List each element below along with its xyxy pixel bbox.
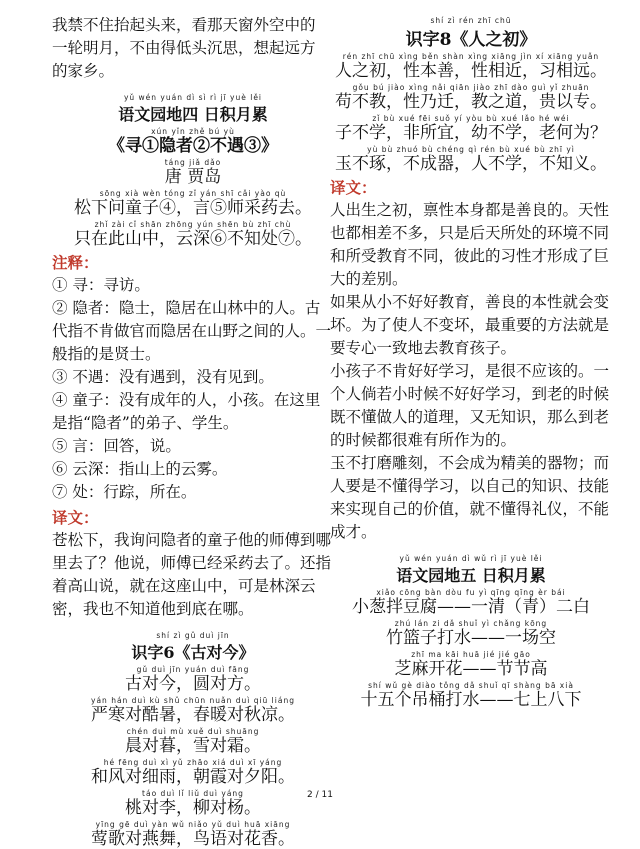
verse-line: 子不学，非所宜，幼不学，老何为？: [335, 123, 607, 143]
verse-pinyin: yù bù zhuó bù chéng qì rén bù xué bù zhī yì: [367, 145, 575, 154]
translation-paragraph: 玉不打磨雕刻，不会成为精美的器物；而人要是不懂得学习，以自己的知识、技能来实现自己的价值，就不懂得礼仪，不能成才。: [330, 454, 610, 541]
poem-line-pinyin: sōng xià wèn tóng zǐ yán shī cǎi yào qù: [99, 189, 287, 198]
verse-line: 玉不琢，不成器，人不学，不知义。: [335, 154, 607, 174]
poem-line: 松下问童子④，言⑤师采药去。: [74, 198, 312, 218]
intro-paragraph: 我禁不住抬起头来，看那天窗外空中的 一轮明月，不由得低头沉思，想起远方 的家乡。: [52, 16, 316, 80]
verse-pinyin: chén duì mù xuě duì shuāng: [126, 727, 260, 736]
verse-pinyin: hé fēng duì xì yǔ zhāo xiá duì xī yáng: [103, 758, 283, 767]
saying-pinyin: shí wǔ gè diào tǒng dǎ shuǐ qī shàng bā xià: [368, 681, 574, 690]
translation-paragraph: 小孩子不肯好好学习，是很不应该的。一个人倘若小时候不好好学习，到老的时候既不懂做人的道理，又无知识，那么到老的时候都很难有所作为的。: [330, 362, 610, 449]
note-item: ⑦ 处：行踪，所在。: [52, 483, 197, 501]
poem-title-pinyin: xún yǐn zhě bú yù: [151, 127, 235, 136]
note-item: ⑤ 言：回答，说。: [52, 437, 181, 455]
verse-pinyin: gǔ duì jīn yuán duì fāng: [136, 665, 250, 674]
verse-line: 晨对暮，雪对霜。: [125, 736, 261, 756]
verse-line: 莺歌对燕舞，鸟语对花香。: [91, 829, 295, 849]
section-title: 语文园地四 日积月累: [118, 105, 268, 124]
note-item: ② 隐者：隐士，隐居在山林中的人。古代指不肯做官而隐居在山野之间的人。一般指的是贤士。: [52, 299, 332, 363]
note-item: ④ 童子：没有成年的人，小孩。在这里是指“隐者”的弟子、学生。: [52, 391, 321, 432]
saying-pinyin: zhú lán zi dǎ shuǐ yì chǎng kōng: [394, 619, 548, 628]
page-number: 2 / 11: [307, 790, 333, 800]
verse-pinyin: rén zhī chū xìng běn shàn xìng xiāng jìn xí xiāng yuǎn: [342, 52, 600, 61]
left-column: [52, 14, 334, 849]
saying-pinyin: zhī ma kāi huā jié jié gāo: [411, 650, 531, 659]
notes-label: 注释：: [52, 254, 99, 272]
note-item: ⑥ 云深：指山上的云雾。: [52, 460, 228, 478]
section-title: 识字6《古对今》: [131, 643, 255, 662]
verse-line: 和风对细雨，朝霞对夕阳。: [91, 767, 295, 787]
verse-pinyin: gǒu bú jiào xìng nǎi qiān jiào zhī dào guì yǐ zhuān: [352, 83, 590, 92]
poem-title: 《寻①隐者②不遇③》: [108, 136, 278, 156]
section-pinyin: shí zì gǔ duì jīn: [156, 631, 230, 640]
saying-line: 小葱拌豆腐——一清（青）二白: [352, 597, 590, 617]
translation-paragraph: 苍松下，我询问隐者的童子他的师傅到哪里去了？他说，师傅已经采药去了。还指着高山说，就在这座山中，可是林深云密，我也不知道他到底在哪。: [52, 531, 332, 618]
saying-line: 芝麻开花——节节高: [394, 659, 548, 679]
saying-line: 十五个吊桶打水——七上八下: [360, 690, 582, 710]
verse-line: 桃对李，柳对杨。: [125, 798, 261, 818]
verse-line: 古对今，圆对方。: [125, 674, 261, 694]
translation-paragraph: 如果从小不好好教育，善良的本性就会变坏。为了使人不变坏，最重要的方法就是要专心一致地去教育孩子。: [330, 293, 610, 357]
translation-label: 译文：: [52, 509, 99, 527]
right-column: [330, 14, 612, 710]
note-item: ③ 不遇：没有遇到，没有见到。: [52, 368, 274, 386]
section-title: 语文园地五 日积月累: [396, 566, 546, 585]
verse-line: 人之初，性本善，性相近，习相远。: [335, 61, 607, 81]
verse-pinyin: yīng gē duì yàn wǔ niǎo yǔ duì huā xiāng: [95, 820, 291, 829]
verse-pinyin: yán hán duì kù shǔ chūn nuǎn duì qiū liáng: [91, 696, 295, 705]
poem-line: 只在此山中，云深⑥不知处⑦。: [74, 229, 312, 249]
section-pinyin: yǔ wén yuán dì sì rì jī yuè lěi: [123, 93, 263, 102]
verse-pinyin: zǐ bù xué fēi suǒ yí yòu bù xué lǎo hé wéi: [372, 114, 570, 123]
verse-line: 严寒对酷暑，春暖对秋凉。: [91, 705, 295, 725]
section-pinyin: yǔ wén yuán dì wǔ rì jī yuè lěi: [399, 554, 543, 563]
translation-label: 译文：: [330, 179, 377, 197]
translation-paragraph: 人出生之初，禀性本身都是善良的。天性也都相差不多，只是后天所处的环境不同和所受教育不同，彼此的习性才形成了巨大的差别。: [330, 201, 610, 288]
section-title: 识字8《人之初》: [405, 30, 537, 50]
poem-line-pinyin: zhǐ zài cǐ shān zhōng yún shēn bù zhī chù: [94, 220, 292, 229]
verse-line: 苟不教，性乃迁，教之道，贵以专。: [335, 92, 607, 112]
section-pinyin: shí zì rén zhī chū: [430, 16, 512, 25]
author-pinyin: táng jiǎ dǎo: [164, 158, 222, 167]
saying-line: 竹篮子打水——一场空: [386, 628, 556, 648]
note-item: ① 寻：寻访。: [52, 276, 150, 294]
verse-pinyin: táo duì lǐ liǔ duì yáng: [142, 789, 244, 798]
saying-pinyin: xiǎo cōng bàn dòu fu yì qīng qīng èr bái: [376, 588, 566, 597]
poem-author: 唐 贾岛: [164, 167, 222, 187]
